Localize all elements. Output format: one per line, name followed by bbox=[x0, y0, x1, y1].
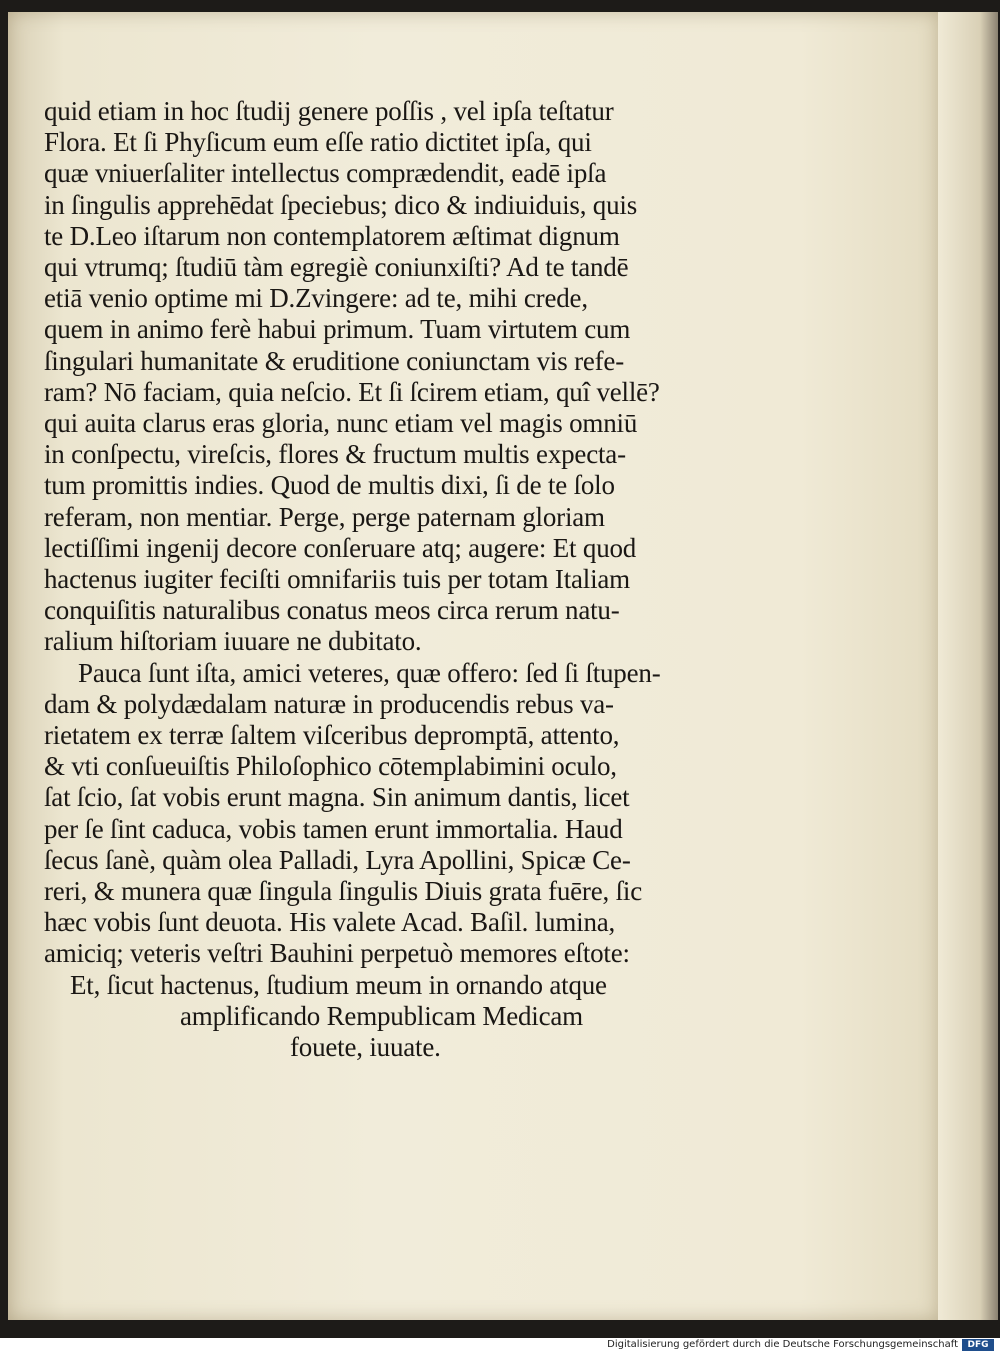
text-line: ſecus ſanè, quàm olea Palladi, Lyra Apollini, Spicæ Ce- bbox=[44, 844, 631, 875]
text-line: qui auita clarus eras gloria, nunc etiam vel magis omniū bbox=[44, 408, 638, 439]
text-line: quem in animo ferè habui primum. Tuam virtutem cum bbox=[44, 314, 631, 345]
page-edge bbox=[938, 12, 998, 1320]
text-line: & vti conſueuiſtis Philoſophico cōtemplabimini oculo, bbox=[44, 751, 617, 782]
text-line: in conſpectu, vireſcis, flores & fructum multis expecta- bbox=[44, 439, 626, 470]
text-line: per ſe ſint caduca, vobis tamen erunt immortalia. Haud bbox=[44, 813, 623, 844]
text-line: reri, & munera quæ ſingula ſingulis Diuis grata fuēre, ſic bbox=[44, 876, 642, 907]
text-line: quid etiam in hoc ſtudij genere poſſis , vel ipſa teſtatur bbox=[44, 96, 614, 126]
funding-credit[interactable]: Digitalisierung gefördert durch die Deutsche Forschungsgemeinschaft bbox=[607, 1339, 958, 1350]
text-line: in ſingulis apprehēdat ſpeciebus; dico & indiuiduis, quis bbox=[44, 189, 638, 220]
text-line: ſat ſcio, ſat vobis erunt magna. Sin animum dantis, licet bbox=[44, 782, 630, 813]
text-line: Pauca ſunt iſta, amici veteres, quæ offero: ſed ſi ſtupen- bbox=[78, 657, 661, 688]
text-line: etiā venio optime mi D.Zvingere: ad te, mihi crede, bbox=[44, 283, 588, 314]
text-line: te D.Leo iſtarum non contemplatorem æſtimat dignum bbox=[44, 220, 620, 251]
book-page bbox=[8, 12, 938, 1320]
text-line: amiciq; veteris veſtri Bauhini perpetuò memores eſtote: bbox=[44, 938, 630, 969]
footer-bar bbox=[0, 1338, 1000, 1353]
text-line: qui vtrumq; ſtudiū tàm egregiè coniunxiſti? Ad te tandē bbox=[44, 252, 629, 283]
text-line: referam, non mentiar. Perge, perge paternam gloriam bbox=[44, 501, 605, 532]
text-line: Et, ſicut hactenus, ſtudium meum in ornando atque bbox=[70, 969, 607, 1000]
text-line: tum promittis indies. Quod de multis dixi, ſi de te ſolo bbox=[44, 470, 615, 501]
text-line: conquiſitis naturalibus conatus meos circa rerum natu- bbox=[44, 595, 620, 626]
dfg-logo[interactable]: DFG bbox=[962, 1339, 994, 1351]
text-line: fouete, iuuate. bbox=[290, 1032, 441, 1063]
text-line: dam & polydædalam naturæ in producendis rebus va- bbox=[44, 688, 614, 719]
text-line: quæ vniuerſaliter intellectus comprædendit, eadē ipſa bbox=[44, 158, 607, 189]
text-line: rietatem ex terræ ſaltem viſceribus depromptā, attento, bbox=[44, 720, 620, 751]
text-line: ralium hiſtoriam iuuare ne dubitato. bbox=[44, 626, 422, 657]
text-line: amplificando Rempublicam Medicam bbox=[180, 1000, 583, 1031]
text-line: ram? Nō faciam, quia neſcio. Et ſi ſcirem etiam, quî vellē? bbox=[44, 376, 660, 407]
text-line: Flora. Et ſi Phyſicum eum eſſe ratio dictitet ipſa, qui bbox=[44, 127, 592, 158]
text-line: lectiſſimi ingenij decore conſeruare atq; augere: Et quod bbox=[44, 532, 637, 563]
text-line: ſingulari humanitate & eruditione coniunctam vis refe- bbox=[44, 345, 625, 376]
text-line: hactenus iugiter feciſti omnifariis tuis per totam Italiam bbox=[44, 564, 630, 595]
page-text bbox=[44, 96, 694, 1063]
text-line: hæc vobis ſunt deuota. His valete Acad. Baſil. lumina, bbox=[44, 907, 616, 938]
